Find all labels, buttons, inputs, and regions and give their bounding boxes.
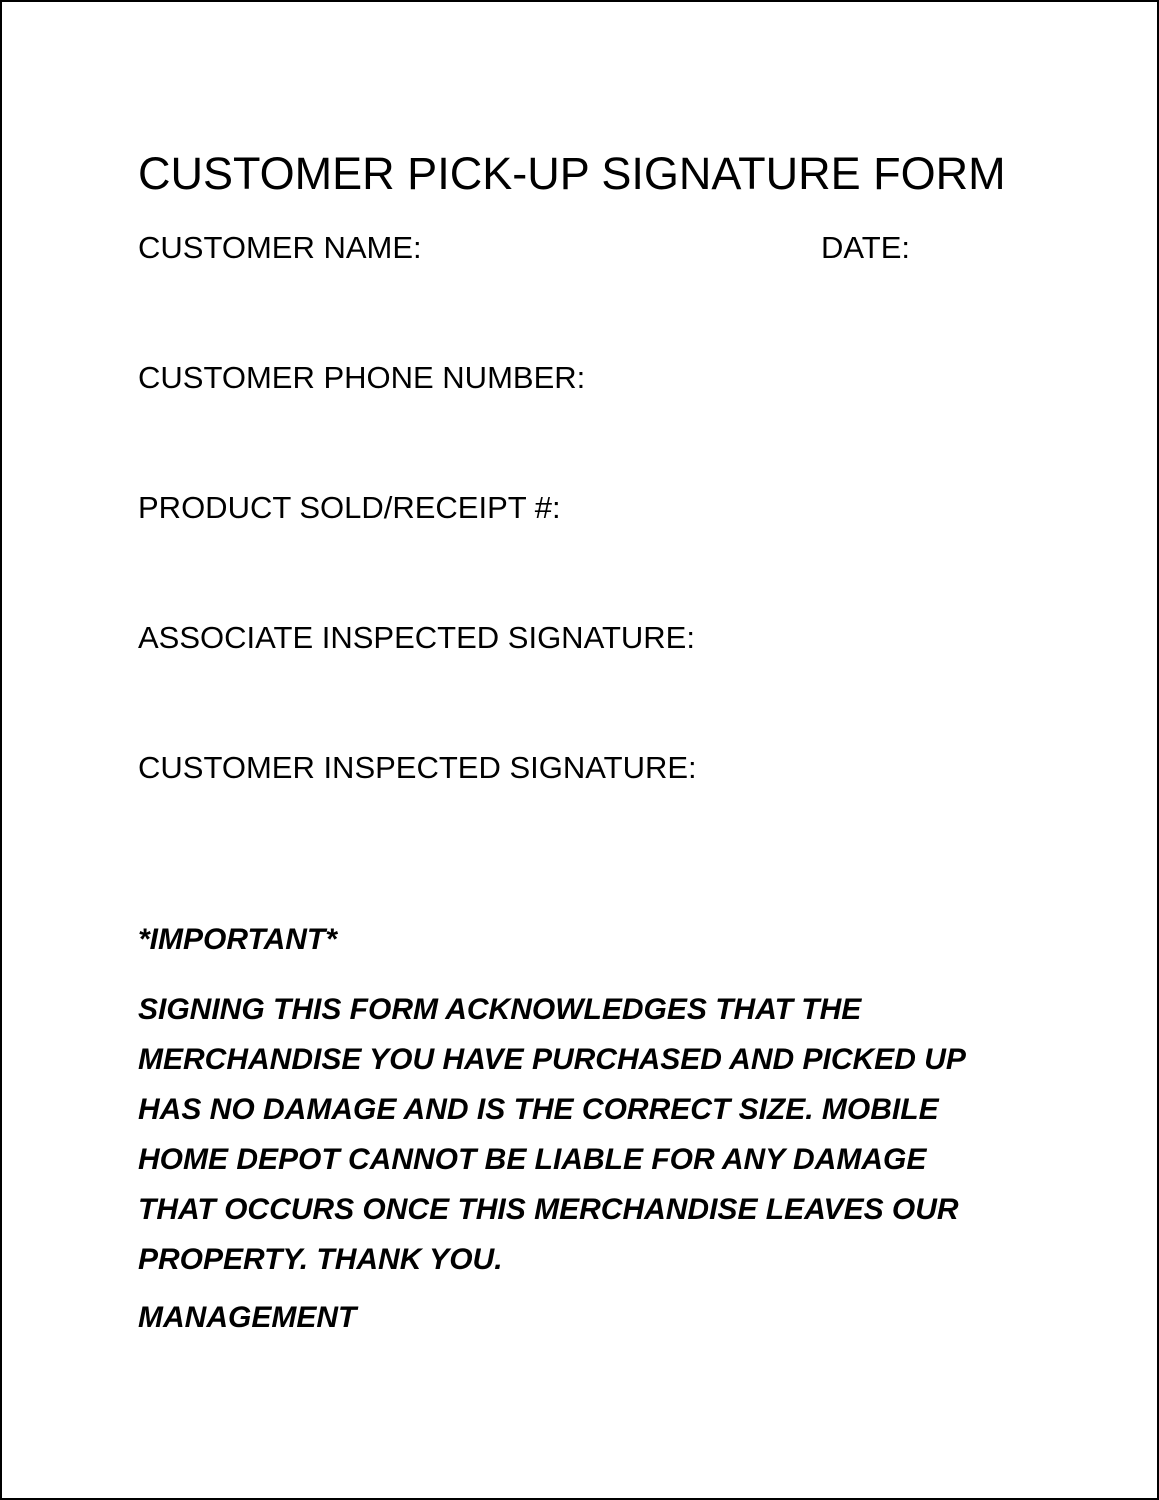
notice-line: PROPERTY. THANK YOU. bbox=[138, 1243, 503, 1276]
associate-signature-label: ASSOCIATE INSPECTED SIGNATURE: bbox=[138, 620, 695, 655]
important-heading: *IMPORTANT* bbox=[138, 923, 337, 956]
notice-line: THAT OCCURS ONCE THIS MERCHANDISE LEAVES OUR bbox=[138, 1193, 959, 1226]
customer-name-label: CUSTOMER NAME: bbox=[138, 230, 422, 265]
notice-line: SIGNING THIS FORM ACKNOWLEDGES THAT THE bbox=[138, 993, 862, 1026]
notice-line: MERCHANDISE YOU HAVE PURCHASED AND PICKED UP bbox=[138, 1043, 966, 1076]
notice-line: HOME DEPOT CANNOT BE LIABLE FOR ANY DAMAGE bbox=[138, 1143, 927, 1176]
customer-signature-label: CUSTOMER INSPECTED SIGNATURE: bbox=[138, 750, 697, 785]
management-signoff: MANAGEMENT bbox=[138, 1301, 357, 1334]
product-receipt-label: PRODUCT SOLD/RECEIPT #: bbox=[138, 490, 561, 525]
notice-paragraph bbox=[138, 985, 1038, 1285]
notice-line: HAS NO DAMAGE AND IS THE CORRECT SIZE. MOBILE bbox=[138, 1093, 939, 1126]
customer-phone-label: CUSTOMER PHONE NUMBER: bbox=[138, 360, 586, 395]
form-title: CUSTOMER PICK-UP SIGNATURE FORM bbox=[138, 148, 1006, 199]
date-label: DATE: bbox=[821, 230, 910, 265]
